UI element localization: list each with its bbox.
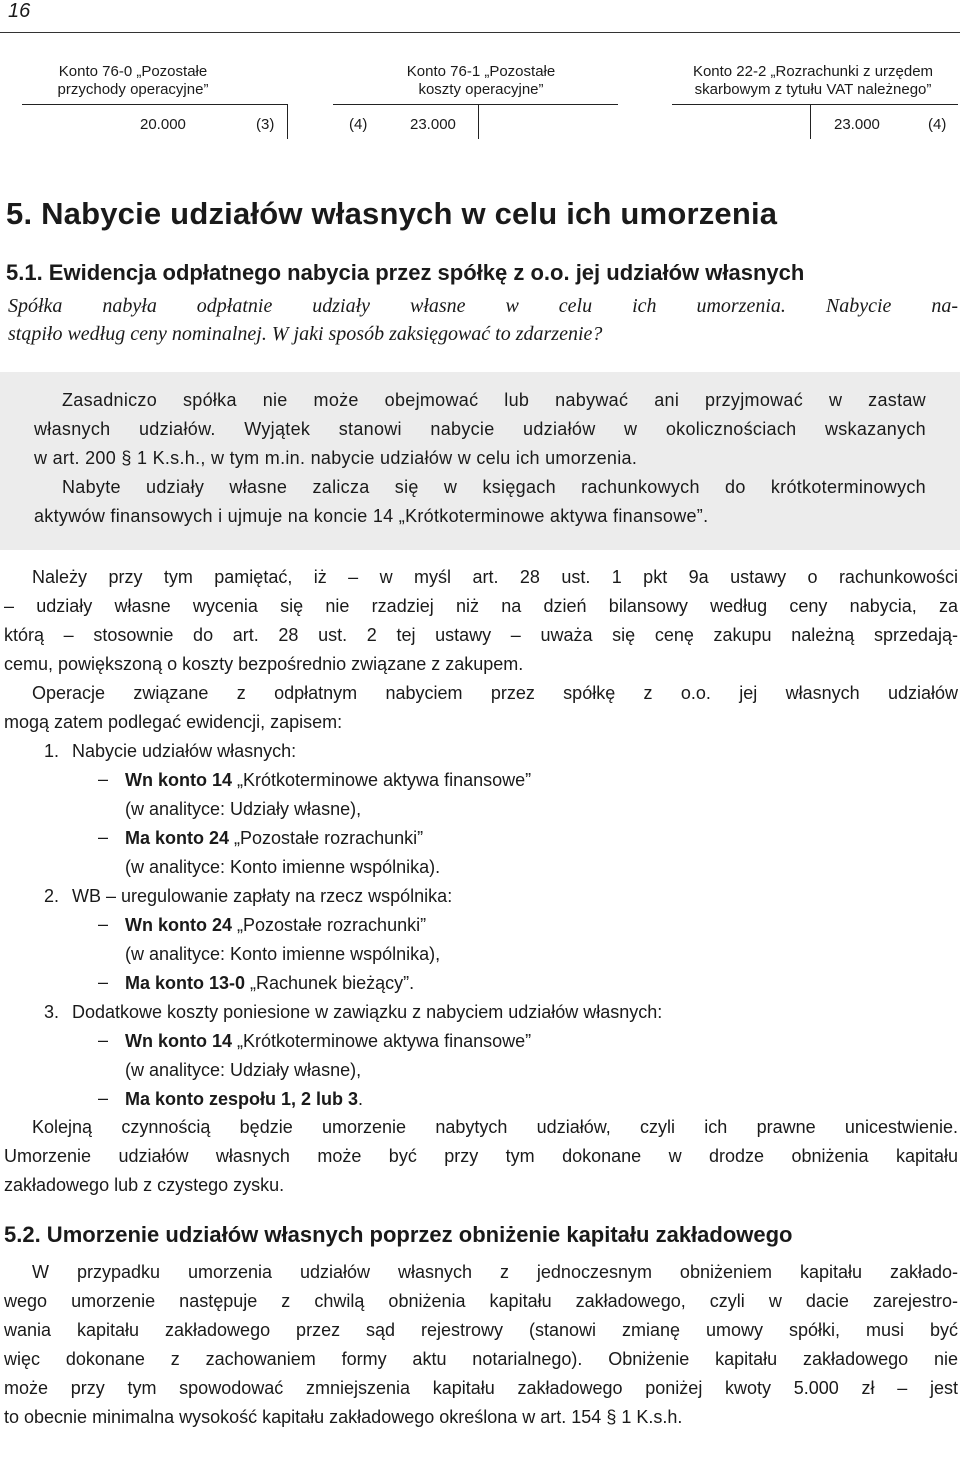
entry-line	[0, 853, 960, 882]
account-76-1-vline	[478, 104, 479, 139]
entry-desc: „Krótkoterminowe aktywa finansowe”	[232, 770, 532, 790]
explanation-text	[34, 386, 926, 531]
account-76-1-value: 23.000	[410, 116, 456, 133]
para-line: Należy przy tym pamiętać, iż – w myśl art. 28 ust. 1 pkt 9a ustawy o rachunkowości	[32, 567, 958, 587]
entry-desc: „Krótkoterminowe aktywa finansowe”	[232, 1031, 532, 1051]
entry-text	[125, 969, 414, 998]
para-line: to obecnie minimalna wysokość kapitału zakładowego określona w art. 154 § 1 K.s.h.	[4, 1407, 683, 1427]
entry-title: WB – uregulowanie zapłaty na rzecz wspólnika:	[72, 886, 453, 906]
account-title-line: skarbowym z tytułu VAT należnego”	[694, 81, 932, 98]
entry-dash: –	[98, 769, 109, 789]
entry-title: Nabycie udziałów własnych:	[72, 741, 297, 761]
entry-dash: –	[98, 1030, 109, 1050]
entry-dash: –	[98, 1088, 109, 1108]
entry-line	[0, 969, 960, 998]
box-line: Nabyte udziały własne zalicza się w księgach rachunkowych do krótkoterminowych	[62, 477, 926, 497]
entry-number: 3.	[44, 1002, 60, 1022]
box-line: aktywów finansowych i ujmuje na koncie 14 „Krótkoterminowe aktywa finansowe”.	[34, 506, 709, 526]
para-line: którą – stosownie do art. 28 ust. 2 tej ustawy – uważa się cenę zakupu należną sprzedają-	[4, 625, 958, 645]
entry-text	[125, 1027, 531, 1056]
para-line: cemu, powiększoną o koszty bezpośrednio związane z zakupem.	[4, 654, 524, 674]
box-line: własnych udziałów. Wyjątek stanowi nabycie udziałów w okolicznościach wskazanych	[34, 419, 926, 439]
entry-line	[0, 911, 960, 940]
account-76-0-title	[38, 63, 228, 99]
question-line: Spółka nabyła odpłatnie udziały własne w celu ich umorzenia. Nabycie na-	[8, 295, 958, 317]
case-question	[8, 292, 958, 348]
para-line: Kolejną czynnością będzie umorzenie nabytych udziałów, czyli ich prawne unicestwienie.	[32, 1117, 958, 1137]
account-title-line: Konto 76-1 „Pozostałe	[406, 63, 556, 80]
page-number: 16	[8, 0, 31, 22]
account-title-line: Konto 22-2 „Rozrachunki z urzędem	[692, 63, 934, 80]
entry-heading	[0, 882, 960, 911]
entries-list	[0, 737, 960, 1114]
para-line: W przypadku umorzenia udziałów własnych z jednoczesnym obniżeniem kapitału zakłado-	[32, 1262, 958, 1282]
account-76-1-title	[376, 63, 586, 99]
account-22-2-vline	[810, 104, 811, 139]
account-22-2-hline	[672, 104, 958, 105]
account-76-0-hline	[22, 104, 287, 105]
para-line: zakładowego lub z czystego zysku.	[4, 1175, 285, 1195]
entry-analytic: (w analityce: Udziały własne),	[125, 799, 362, 819]
account-76-0-value: 20.000	[140, 116, 186, 133]
entry-number: 2.	[44, 886, 60, 906]
account-22-2-title	[668, 63, 958, 99]
entry-line	[0, 766, 960, 795]
para-line: może przy tym spowodować zmniejszenia kapitału zakładowego poniżej kwoty 5.000 zł – jest	[4, 1378, 958, 1398]
entry-analytic: (w analityce: Udziały własne),	[125, 1060, 362, 1080]
para-line: Operacje związane z odpłatnym nabyciem przez spółkę z o.o. jej własnych udziałów	[32, 683, 958, 703]
box-line: w art. 200 § 1 K.s.h., w tym m.in. nabycie udziałów w celu ich umorzenia.	[34, 448, 638, 468]
entry-account: Ma konto 13-0	[125, 973, 246, 993]
account-76-1-ref: (4)	[349, 116, 368, 133]
box-line: Zasadniczo spółka nie może obejmować lub nabywać ani przyjmować w zastaw	[62, 390, 926, 410]
account-76-1-hline	[333, 104, 618, 105]
account-title-line: Konto 76-0 „Pozostałe	[58, 63, 208, 80]
entry-account: Wn konto 14	[125, 770, 232, 790]
entry-desc: „Pozostałe rozrachunki”	[232, 915, 427, 935]
entry-number: 1.	[44, 741, 60, 761]
chapter-heading: 5. Nabycie udziałów własnych w celu ich umorzenia	[6, 196, 778, 231]
entry-title: Dodatkowe koszty poniesione w zawiązku z nabyciem udziałów własnych:	[72, 1002, 663, 1022]
account-76-0-vline	[287, 104, 288, 139]
entry-dash: –	[98, 827, 109, 847]
entry-desc: „Pozostałe rozrachunki”	[229, 828, 424, 848]
account-76-0-ref: (3)	[256, 116, 275, 133]
entry-text	[125, 1085, 363, 1114]
para-line: – udziały własne wycenia się nie rzadziej niż na dzień bilansowy według ceny nabycia, za	[4, 596, 958, 616]
account-title-line: przychody operacyjne”	[57, 81, 209, 98]
entry-account: Ma konto 24	[125, 828, 230, 848]
entry-heading	[0, 998, 960, 1027]
entry-dash: –	[98, 914, 109, 934]
entry-analytic: (w analityce: Konto imienne wspólnika).	[125, 857, 441, 877]
entry-line	[0, 940, 960, 969]
entry-account: Wn konto 24	[125, 915, 232, 935]
entry-line	[0, 1085, 960, 1114]
entry-analytic: (w analityce: Konto imienne wspólnika),	[125, 944, 441, 964]
entry-account: Ma konto zespołu 1, 2 lub 3	[125, 1089, 359, 1109]
entry-line	[0, 1056, 960, 1085]
entry-line	[0, 824, 960, 853]
entry-text	[125, 911, 426, 940]
entry-desc: .	[358, 1089, 364, 1109]
account-22-2-value: 23.000	[834, 116, 880, 133]
entry-account: Wn konto 14	[125, 1031, 232, 1051]
para-line: wego umorzenie następuje z chwilą obniżenia kapitału zakładowego, czyli w dacie zarejestro-	[4, 1291, 958, 1311]
entry-text	[125, 766, 531, 795]
paragraph-valuation	[4, 563, 958, 737]
entry-line	[0, 1027, 960, 1056]
para-line: więc dokonane z zachowaniem formy aktu notarialnego). Obniżenie kapitału zakładowego nie	[4, 1349, 958, 1369]
entry-heading	[0, 737, 960, 766]
entry-dash: –	[98, 972, 109, 992]
header-rule	[0, 32, 960, 33]
entry-line	[0, 795, 960, 824]
account-22-2-ref: (4)	[928, 116, 947, 133]
paragraph-capital-reduction	[4, 1258, 958, 1432]
para-line: wania kapitału zakładowego przez sąd rejestrowy (stanowi zmianę umowy spółki, musi być	[4, 1320, 958, 1340]
account-title-line: koszty operacyjne”	[418, 81, 544, 98]
para-line: mogą zatem podlegać ewidencji, zapisem:	[4, 712, 343, 732]
question-line: stąpiło według ceny nominalnej. W jaki sposób zaksięgować to zdarzenie?	[8, 323, 603, 345]
entry-desc: „Rachunek bieżący”.	[245, 973, 415, 993]
section-heading-5-2: 5.2. Umorzenie udziałów własnych poprzez obniżenie kapitału zakładowego	[4, 1222, 793, 1247]
paragraph-cancellation	[4, 1113, 958, 1200]
entry-text	[125, 824, 423, 853]
para-line: Umorzenie udziałów własnych może być przy tym dokonane w drodze obniżenia kapitału	[4, 1146, 958, 1166]
section-heading-5-1: 5.1. Ewidencja odpłatnego nabycia przez spółkę z o.o. jej udziałów własnych	[6, 260, 805, 285]
